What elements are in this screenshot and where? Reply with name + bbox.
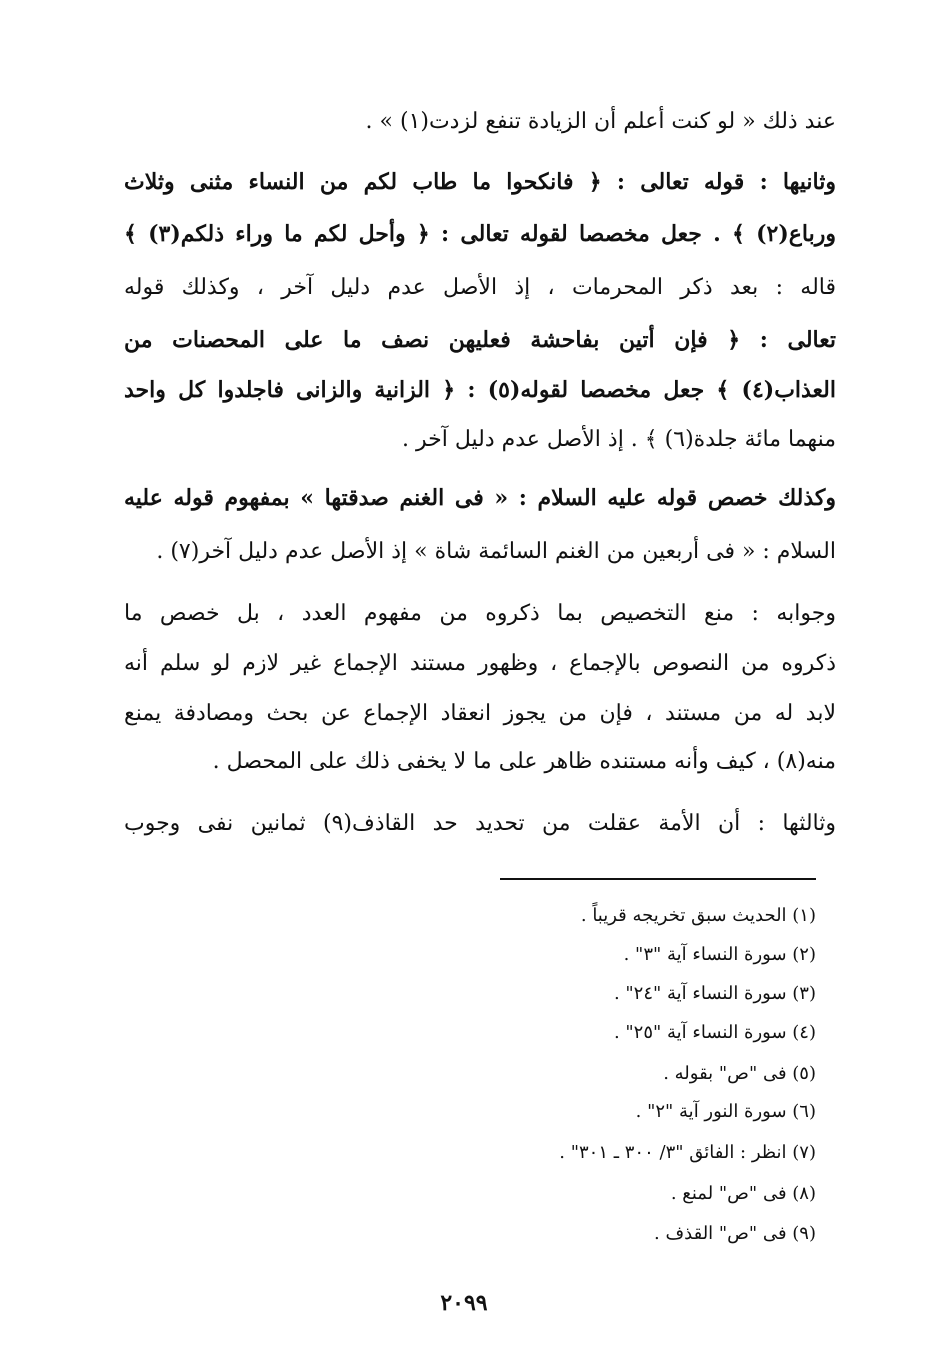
body-line-5: تعالى : ﴿ فإن أتين بفاحشة فعليهن نصف ما على المحصنات من <box>124 327 836 353</box>
body-line-3: ورباع(٢) ﴾ . جعل مخصصا لقوله تعالى : ﴿ وأحل لكم ما وراء ذلكم(٣) ﴾ <box>124 221 836 247</box>
body-line-1: عند ذلك « لو كنت أعلم أن الزيادة تنفع لزدت(١) » . <box>365 109 836 134</box>
footnote-3: (٣) سورة النساء آية "٢٤" . <box>613 983 816 1004</box>
body-line-8: وكذلك خصص قوله عليه السلام : « فى الغنم صدقتها » بمفهوم قوله عليه <box>124 485 836 511</box>
body-line-6: العذاب(٤) ﴾ جعل مخصصا لقوله(٥) : ﴿ الزانية والزانى فاجلدوا كل واحد <box>124 377 836 403</box>
footnote-2: (٢) سورة النساء آية "٣" . <box>623 944 816 965</box>
body-line-11: ذكروه من النصوص بالإجماع ، وظهور مستند الإجماع غير لازم لو سلم أنه <box>124 651 836 676</box>
body-line-4: قاله : بعد ذكر المحرمات ، إذ الأصل عدم دليل آخر ، وكذلك قوله <box>124 275 836 300</box>
body-line-2: وثانيها : قوله تعالى : ﴿ فانكحوا ما طاب لكم من النساء مثنى وثلاث <box>124 169 836 195</box>
footnote-6: (٦) سورة النور آية "٢" . <box>635 1101 816 1122</box>
page-number: ٢٠٩٩ <box>440 1290 488 1316</box>
body-line-14: وثالثها : أن الأمة عقلت من تحديد حد القاذف(٩) ثمانين نفى وجوب <box>124 811 836 836</box>
body-line-12: لابد له من مستند ، فإن من يجوز انعقاد الإجماع عن بحث ومصادفة يمنع <box>124 701 836 726</box>
footnote-8: (٨) فى "ص" لمنع . <box>670 1183 816 1204</box>
footnote-9: (٩) فى "ص" القذف . <box>654 1223 816 1244</box>
footnote-1: (١) الحديث سبق تخريجه قريباً . <box>580 905 816 926</box>
footnote-4: (٤) سورة النساء آية "٢٥" . <box>613 1022 816 1043</box>
body-line-10: وجوابه : منع التخصيص بما ذكروه من مفهوم العدد ، بل خصص ما <box>124 601 836 626</box>
footnote-5: (٥) فى "ص" بقوله . <box>663 1063 816 1084</box>
body-line-9: السلام : « فى أربعين من الغنم السائمة شاة » إذ الأصل عدم دليل آخر(٧) . <box>156 539 836 564</box>
body-line-7: منهما مائة جلدة(٦) ﴾ . إذ الأصل عدم دليل آخر . <box>401 427 836 452</box>
footnote-7: (٧) انظر : الفائق "٣/ ٣٠٠ ـ ٣٠١" . <box>559 1142 816 1163</box>
body-line-13: منه(٨) ، كيف وأنه مستنده ظاهر على ما لا يخفى ذلك على المحصل . <box>212 749 836 774</box>
footnote-divider <box>500 878 816 880</box>
